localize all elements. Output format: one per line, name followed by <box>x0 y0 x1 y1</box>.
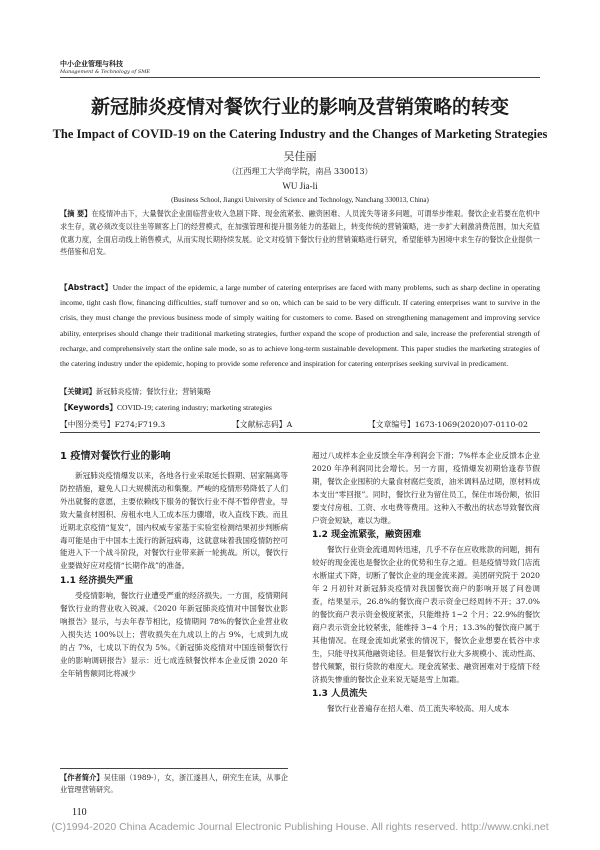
author-name-en: WU Jia-li <box>282 181 318 191</box>
body-paragraph: 超过八成样本企业反馈全年净利润会下滑；7%样本企业反馈本企业 2020 年净利润同比会增长。另一方面，疫情爆发初期恰逢春节假期，餐饮企业囤积的大量食材腐烂变质，油米调料品过期，原材料成本支出“零回报”。同时，餐饮行业为留住员工，保住市场份额，依旧要支付房租、工资、水电费等费用。这种入不敷出的状态导致餐饮商户资金短缺，难以为继。 <box>312 451 540 525</box>
subsection-1-2-heading: 1.2 现金流紧张，融资困难 <box>312 530 422 541</box>
author-note-label: 【作者简介】 <box>60 773 104 782</box>
page-number: 110 <box>72 807 87 818</box>
classification-number-label: 【中图分类号】 <box>60 420 115 429</box>
classification-number-value: F274;F719.3 <box>114 420 166 429</box>
paper-title-en: The Impact of COVID-19 on the Catering Industry and the Changes of Marketing Strategies <box>52 127 548 141</box>
author-note-text: 吴佳丽（1989-），女，浙江遂昌人，研究生在读，从事企业管理营销研究。 <box>60 773 288 794</box>
paper-title-cn: 新冠肺炎疫情对餐饮行业的影响及营销策略的转变 <box>90 96 509 118</box>
abstract-en-label: 【Abstract】 <box>60 283 113 292</box>
article-number-value: 1673-1069(2020)07-0110-02 <box>414 420 528 429</box>
document-code-value: A <box>286 420 293 429</box>
abstract-en <box>60 280 540 371</box>
journal-name-cn: 中小企业管理与科技 <box>60 60 123 68</box>
keywords-cn-label: 【关键词】 <box>60 387 96 396</box>
keywords-en-text: COVID-19; catering industry; marketing strategies <box>116 403 272 412</box>
article-number-label: 【文章编号】 <box>368 420 415 429</box>
abstract-cn-text: 在疫情冲击下，大量餐饮企业面临营业收入急剧下降、现金流紧张、融资困难、人员流失等诸多问题，可谓举步维艰。餐饮企业若要在危机中求生存，就必须改变以往坐等顾客上门的经营模式，在加强管理和提升服务能力的基础上，转变传统的营销策略，进一步扩大刺激消费范围，加大充值优惠力度，全面启动线上销售模式，从而实现长期持续发展。论文对疫情下餐饮行业的营销策略进行研究，希望能够为困境中求生存的餐饮企业提供一些借鉴和启发。 <box>60 209 540 257</box>
copyright-watermark: (C)1994-2020 China Academic Journal Electronic Publishing House. All rights reserved. http://www.cnki.net <box>51 821 549 833</box>
section-1-heading: 1 疫情对餐饮行业的影响 <box>60 451 171 462</box>
abstract-cn <box>60 208 540 259</box>
header-divider <box>60 77 540 78</box>
document-code-label: 【文献标志码】 <box>232 420 287 429</box>
keywords-en-label: 【Keywords】 <box>60 403 117 412</box>
body-paragraph: 餐饮行业资金流通周转迅速，几乎不存在应收账款的问题，拥有较好的现金流也是餐饮企业的优势和生存之道。但是疫情导致门店流水断崖式下降，切断了餐饮企业的现金流来源。美团研究院于 2020 年 2 月初针对新冠肺炎疫情对我国餐饮商户的影响开展了问卷调查，结果显示，26.8%的餐饮商户表示资金已经周转不开；37.0%的餐饮商户表示资金极度紧张，只能维持 1~2 个月；22.9%的餐饮商户表示资金比较紧张，能维持 3~4 个月；13.3%的餐饮商户属于其他情况。在现金流如此紧张的情况下，餐饮企业想要在低谷中求生，只能寻找其他融资途径。但是餐饮行业大多规模小、流动性高、替代频繁，银行贷款的难度大。现金流紧张、融资困难对于疫情下经济损失惨重的餐饮企业来说无疑是雪上加霜。 <box>312 545 540 684</box>
subsection-1-3-heading: 1.3 人员流失 <box>312 689 368 700</box>
subsection-1-1-heading: 1.1 经济损失严重 <box>60 576 134 587</box>
body-left-column <box>60 450 288 681</box>
journal-header <box>60 60 150 76</box>
journal-name-en: Management & Technology of SME <box>60 69 151 75</box>
body-right-column <box>312 450 540 716</box>
author-note <box>60 772 288 796</box>
classification-number <box>60 419 165 430</box>
article-number <box>368 419 528 430</box>
author-name-cn: 吴佳丽 <box>283 150 317 163</box>
document-code <box>232 419 292 430</box>
body-paragraph: 餐饮行业普遍存在招人难、员工流失率较高、用人成本 <box>327 704 510 714</box>
keywords-cn <box>60 386 540 397</box>
body-paragraph: 受疫情影响，餐饮行业遭受严重的经济损失。一方面，疫情期间餐饮行业的营业收入锐减。《2020 年新冠肺炎疫情对中国餐饮业影响报告》显示，与去年春节相比，疫情期间 78%的餐饮企业营业收入损失达 100%以上；营收损失在九成以上的占 9%，七成到九成的占 7%，七成以下的仅为 5%。《新冠肺炎疫情对中国连锁餐饮行业的影响调研报告》显示：近七成连锁餐饮样本企业反馈 2020 年全年销售额同比将减少 <box>60 591 288 678</box>
body-paragraph: 新冠肺炎疫情爆发以来，各地各行业采取延长假期、居家隔离等防控措施，避免人口大规模流动和集聚。严峻的疫情形势降低了人们外出就餐的意愿，主要依赖线下服务的餐饮行业不得不暂停营业，导致大量食材囤积、房租水电人工成本压力骤增，收入直线下跌。而且近期北京疫情“复发”，国内权威专家基于实验室检测结果初步判断病毒可能是由于中国本土流行的新冠病毒，这就意味着我国疫情防控可能进入下一个战斗阶段，对餐饮行业带来新一轮挑战。所以，餐饮行业要做好应对疫情“长期作战”的准备。 <box>60 471 288 571</box>
keywords-cn-text: 新冠肺炎疫情；餐饮行业；营销策略 <box>95 387 211 396</box>
author-affiliation-cn: （江西理工大学商学院，南昌 330013） <box>227 167 373 176</box>
author-affiliation-en: (Business School, Jiangxi University of Science and Technology, Nanchang 330013, China) <box>171 196 429 204</box>
abstract-cn-label: 【摘 要】 <box>60 209 92 218</box>
body-divider <box>60 432 540 433</box>
abstract-en-text: Under the impact of the epidemic, a large number of catering enterprises are faced with many problems, such as sharp decline in operating income, tight cash flow, financing difficulties, staff turnover and so on, which can be said to be very difficult. If catering enterprises want to survive in the crisis, they must change the previous business mode of simply waiting for customers to come. Based on strengthening management and improving service ability, enterprises should change their traditional marketing strategies, further expand the scope of production and sale, increase the preferential strength of recharge, and comprehensively start the online sale mode, so as to achieve long-term sustainable development. This paper studies the marketing strategies of the catering industry under the epidemic, hoping to provide some reference and inspiration for catering enterprises seeking survival in predicament. <box>60 283 541 369</box>
keywords-en <box>60 402 540 413</box>
footnote-divider <box>60 768 288 769</box>
